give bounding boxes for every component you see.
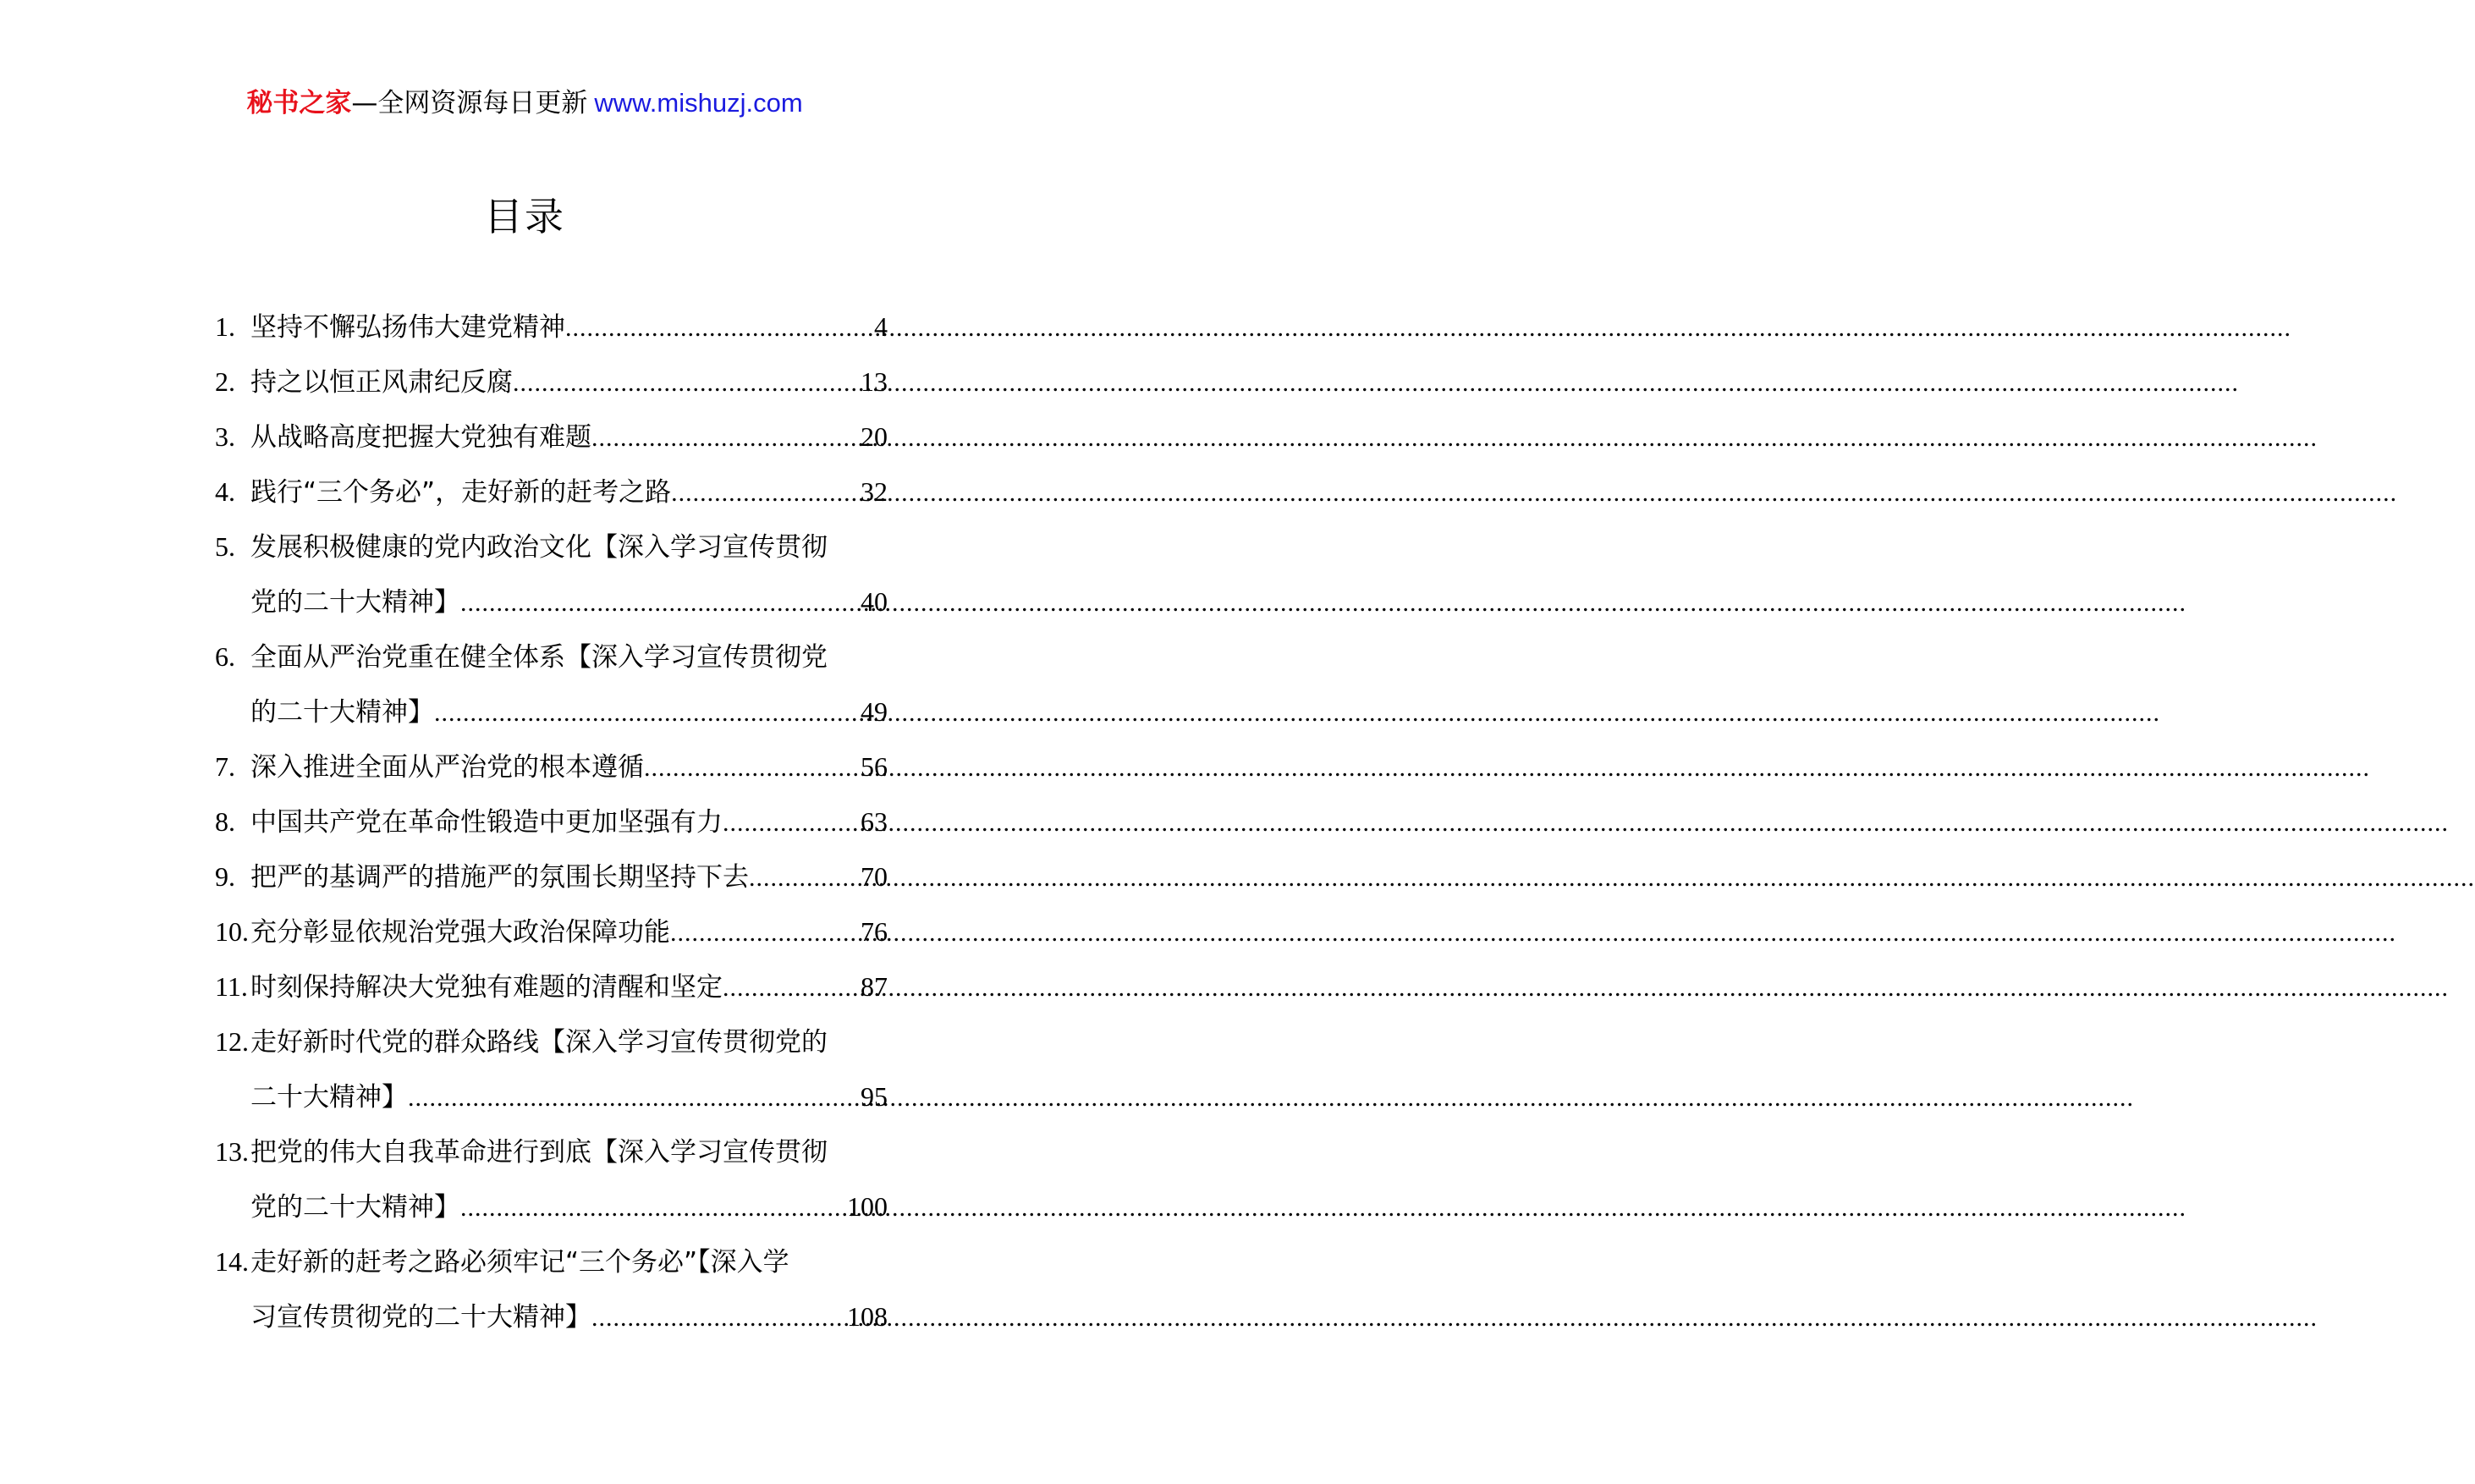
toc-entry[interactable] xyxy=(215,904,888,959)
toc-line-continued xyxy=(215,684,888,739)
toc-number: 11. xyxy=(215,971,248,1002)
header-tagline: —全网资源每日更新 xyxy=(351,88,588,118)
toc-line-continued xyxy=(215,1179,888,1234)
toc-leader-dots xyxy=(513,355,861,410)
toc-number: 10. xyxy=(215,916,249,947)
toc-page-number: 20 xyxy=(861,421,888,452)
toc-page-number: 70 xyxy=(861,861,888,892)
toc-title: 从战略高度把握大党独有难题 xyxy=(250,422,591,453)
toc-title: 走好新的赶考之路必须牢记“三个务必”【深入学 xyxy=(250,1247,789,1278)
toc-leader-dots xyxy=(591,1290,847,1345)
toc-entry[interactable] xyxy=(215,1124,888,1234)
toc-leader-dots xyxy=(749,850,861,905)
toc-number: 6. xyxy=(215,641,235,672)
toc-entry[interactable] xyxy=(215,739,888,794)
toc-number: 5. xyxy=(215,531,235,562)
toc-leader-dots xyxy=(644,740,861,795)
toc-line xyxy=(215,355,888,409)
toc-leader-dots xyxy=(565,300,874,355)
brand-name: 秘书之家 xyxy=(246,88,352,118)
toc-number: 3. xyxy=(215,421,235,452)
toc-title: 把严的基调严的措施严的氛围长期坚持下去 xyxy=(250,862,749,893)
toc-leader-dots xyxy=(670,905,861,960)
toc-page-number: 87 xyxy=(861,971,888,1002)
toc-title: 坚持不懈弘扬伟大建党精神 xyxy=(250,312,565,343)
toc-title: 全面从严治党重在健全体系【深入学习宣传贯彻党 xyxy=(250,642,828,673)
toc-leader-dots xyxy=(591,410,861,465)
toc-page-number: 32 xyxy=(861,476,888,507)
toc-line xyxy=(215,849,888,904)
toc-title-continued: 党的二十大精神】 xyxy=(250,587,460,618)
toc-entry[interactable] xyxy=(215,300,888,355)
toc-number: 2. xyxy=(215,366,235,397)
toc-title: 中国共产党在革命性锻造中更加坚强有力 xyxy=(250,807,723,838)
toc-page-number: 56 xyxy=(861,751,888,782)
toc-title: 充分彰显依规治党强大政治保障功能 xyxy=(250,917,670,948)
table-of-contents xyxy=(215,300,888,1344)
toc-number: 4. xyxy=(215,476,235,507)
toc-number: 12. xyxy=(215,1026,249,1057)
toc-page-number: 108 xyxy=(847,1301,888,1332)
toc-line-continued xyxy=(215,574,888,629)
toc-line-continued xyxy=(215,1069,888,1124)
toc-number: 7. xyxy=(215,751,235,782)
toc-page-number: 63 xyxy=(861,806,888,837)
toc-line xyxy=(215,1234,888,1289)
toc-leader-dots xyxy=(460,575,861,630)
toc-leader-dots xyxy=(460,1180,847,1235)
site-url-link[interactable]: www.mishuzj.com xyxy=(594,88,803,118)
toc-number: 1. xyxy=(215,311,235,342)
toc-line xyxy=(215,409,888,464)
toc-entry[interactable] xyxy=(215,464,888,519)
toc-number: 9. xyxy=(215,861,235,892)
toc-leader-dots xyxy=(408,1070,861,1125)
toc-page-number: 49 xyxy=(861,696,888,727)
toc-entry[interactable] xyxy=(215,409,888,464)
toc-leader-dots xyxy=(671,465,861,520)
toc-line xyxy=(215,1014,888,1069)
toc-line xyxy=(215,794,888,849)
toc-number: 13. xyxy=(215,1136,249,1167)
toc-line xyxy=(215,959,888,1014)
toc-leader-dots xyxy=(434,685,861,740)
toc-number: 8. xyxy=(215,806,235,837)
toc-title: 走好新时代党的群众路线【深入学习宣传贯彻党的 xyxy=(250,1027,828,1058)
toc-page-number: 13 xyxy=(861,366,888,397)
toc-title-continued: 的二十大精神】 xyxy=(250,697,434,728)
toc-page-number: 95 xyxy=(861,1081,888,1112)
toc-entry[interactable] xyxy=(215,849,888,904)
toc-entry[interactable] xyxy=(215,355,888,409)
toc-page-number: 76 xyxy=(861,916,888,947)
toc-line xyxy=(215,519,888,574)
toc-entry[interactable] xyxy=(215,629,888,739)
toc-line xyxy=(215,300,888,355)
toc-title: 把党的伟大自我革命进行到底【深入学习宣传贯彻 xyxy=(250,1137,828,1168)
toc-title-continued: 党的二十大精神】 xyxy=(250,1192,460,1223)
page-title: 目录 xyxy=(484,194,565,239)
toc-line xyxy=(215,739,888,794)
toc-entry[interactable] xyxy=(215,794,888,849)
toc-line xyxy=(215,629,888,684)
watermark-header xyxy=(0,85,1049,122)
toc-title: 持之以恒正风肃纪反腐 xyxy=(250,367,513,398)
toc-line xyxy=(215,1124,888,1179)
toc-entry[interactable] xyxy=(215,959,888,1014)
toc-page-number: 40 xyxy=(861,586,888,617)
toc-number: 14. xyxy=(215,1246,249,1277)
toc-title-continued: 二十大精神】 xyxy=(250,1082,408,1113)
toc-entry[interactable] xyxy=(215,1014,888,1124)
toc-line-continued xyxy=(215,1289,888,1344)
toc-page-number: 100 xyxy=(847,1191,888,1222)
toc-title: 时刻保持解决大党独有难题的清醒和坚定 xyxy=(250,972,723,1003)
toc-title: 深入推进全面从严治党的根本遵循 xyxy=(250,752,644,783)
toc-page-number: 4 xyxy=(874,311,888,342)
toc-entry[interactable] xyxy=(215,1234,888,1344)
toc-title-continued: 习宣传贯彻党的二十大精神】 xyxy=(250,1302,591,1333)
toc-entry[interactable] xyxy=(215,519,888,629)
toc-leader-dots xyxy=(723,795,861,850)
toc-title: 发展积极健康的党内政治文化【深入学习宣传贯彻 xyxy=(250,532,828,563)
toc-leader-dots xyxy=(723,960,861,1015)
toc-line xyxy=(215,464,888,519)
toc-title: 践行“三个务必”，走好新的赶考之路 xyxy=(250,477,672,508)
toc-line xyxy=(215,904,888,959)
